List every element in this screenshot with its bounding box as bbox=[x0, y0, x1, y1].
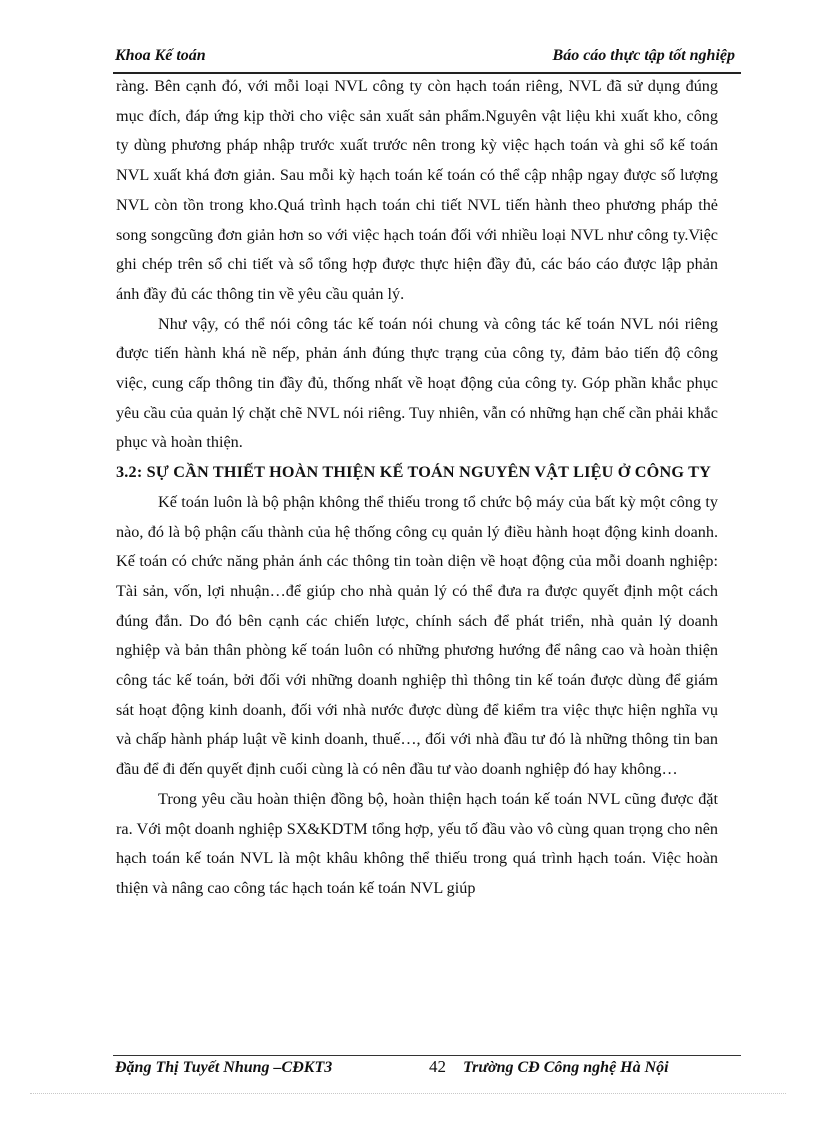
page-body bbox=[116, 72, 718, 904]
paragraph-4: Trong yêu cầu hoàn thiện đồng bộ, hoàn thiện hạch toán kế toán NVL cũng được đặt ra. Với một doanh nghiệp SX&KDTM tổng hợp, yếu tố đầu vào vô cùng quan trọng cho nên hạch toán kế toán NVL là một khâu không thể thiếu trong quá trình hạch toán. Việc hoàn thiện và nâng cao công tác hạch toán kế toán NVL giúp bbox=[116, 789, 718, 897]
paragraph-2: Như vậy, có thể nói công tác kế toán nói chung và công tác kế toán NVL nói riêng được tiến hành khá nề nếp, phản ánh đúng thực trạng của công ty, đảm bảo tiến độ công việc, cung cấp thông tin đầy đủ, thống nhất về hoạt động của công ty. Góp phần khắc phục yêu cầu của quản lý chặt chẽ NVL nói riêng. Tuy nhiên, vẫn có những hạn chế cần phải khắc phục và hoàn thiện. bbox=[116, 314, 718, 452]
page-bottom-divider bbox=[30, 1093, 786, 1094]
paragraph-1: ràng. Bên cạnh đó, với mỗi loại NVL công ty còn hạch toán riêng, NVL đã sử dụng đúng mục đích, đáp ứng kịp thời cho việc sản xuất sản phẩm.Nguyên vật liệu khi xuất kho, công ty dùng phương pháp nhập trước xuất trước nên trong kỳ việc hạch toán và ghi sổ kế toán NVL xuất khá đơn giản. Sau mỗi kỳ hạch toán kế toán có thể cập nhập ngay được số lượng NVL còn tồn trong kho.Quá trình hạch toán chi tiết NVL tiến hành theo phương pháp thẻ song songcũng đơn giản hơn so với việc hạch toán đối với nhiều loại NVL như công ty.Việc ghi chép trên sổ chi tiết và sổ tổng hợp được thực hiện đầy đủ, các báo cáo được lập phản ánh đầy đủ các thông tin về yêu cầu quản lý. bbox=[116, 77, 718, 303]
header-faculty: Khoa Kế toán bbox=[115, 47, 206, 64]
header-report-title: Báo cáo thực tập tốt nghiệp bbox=[552, 47, 735, 64]
page-number: 42 bbox=[429, 1057, 446, 1076]
section-heading: 3.2: SỰ CẦN THIẾT HOÀN THIỆN KẾ TOÁN NGUYÊN VẬT LIỆU Ở CÔNG TY bbox=[116, 463, 711, 482]
footer-school: Trường CĐ Công nghệ Hà Nội bbox=[463, 1059, 669, 1076]
page-footer bbox=[113, 1055, 741, 1076]
page-header bbox=[113, 44, 741, 74]
footer-author: Đặng Thị Tuyết Nhung –CĐKT3 bbox=[115, 1059, 333, 1076]
paragraph-3: Kế toán luôn là bộ phận không thể thiếu trong tổ chức bộ máy của bất kỳ một công ty nào, đó là bộ phận cấu thành của hệ thống công cụ quản lý điều hành hoạt động kinh doanh. Kế toán có chức năng phản ánh các thông tin toàn diện về hoạt động của mỗi doanh nghiệp: Tài sản, vốn, lợi nhuận…để giúp cho nhà quản lý có thể đưa ra được quyết định một cách đúng đắn. Do đó bên cạnh các chiến lược, chính sách để phát triển, nhà quản lý doanh nghiệp và bản thân phòng kế toán luôn có những phương hướng để nâng cao và hoàn thiện công tác kế toán, bởi đối với những doanh nghiệp thì thông tin kế toán được dùng để giám sát hoạt động kinh doanh, đối với nhà nước được dùng để kiểm tra việc thực hiện nghĩa vụ và chấp hành pháp luật về kinh doanh, thuế…, đối với nhà đầu tư đó là những thông tin ban đầu để đi đến quyết định cuối cùng là có nên đầu tư vào doanh nghiệp đó hay không… bbox=[116, 492, 718, 779]
